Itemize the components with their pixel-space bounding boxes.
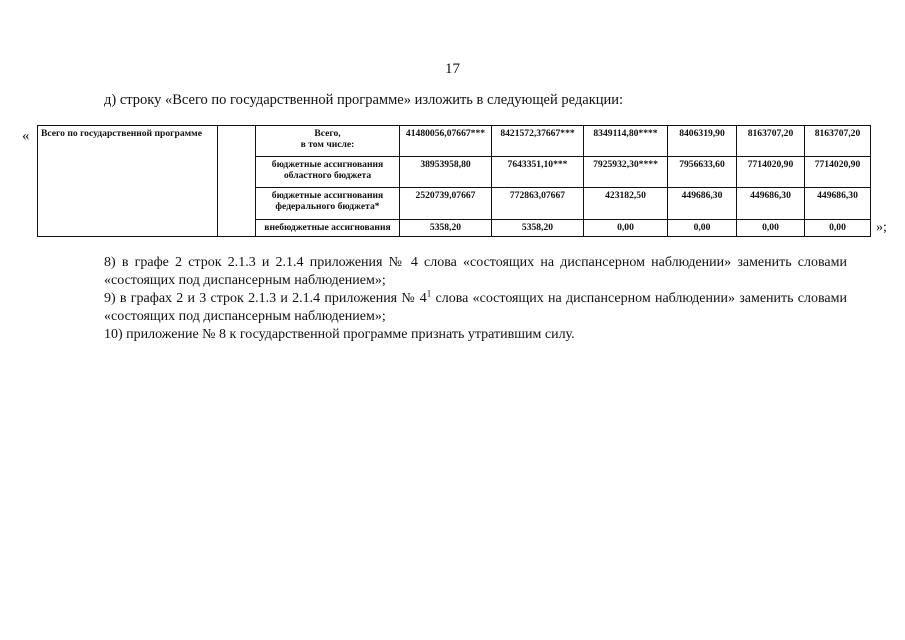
superscript: 1 (426, 288, 432, 299)
value-cell: 8163707,20 (737, 126, 805, 157)
paragraph-8-text: 8) в графе 2 строк 2.1.3 и 2.1.4 приложения № 4 слова «состоящих на диспансерном наблюдении» заменить словами «состоящих под диспансерным наблюдением»; (104, 255, 847, 288)
value-cell: 8349114,80**** (584, 126, 668, 157)
paragraph-9-text-end: слова «состоящих на диспансерном наблюдении» заменить словами «состоящих под диспансерным наблюдением»; (104, 291, 847, 324)
program-name-cell: Всего по государственной программе (38, 126, 218, 237)
value-cell: 423182,50 (584, 188, 668, 219)
value-cell: 5358,20 (492, 219, 584, 236)
value-cell: 449686,30 (668, 188, 737, 219)
value-cell: 41480056,07667*** (400, 126, 492, 157)
row-label: бюджетные ассигнования федерального бюджета* (256, 188, 400, 219)
value-cell: 8163707,20 (805, 126, 871, 157)
value-cell: 8421572,37667*** (492, 126, 584, 157)
value-cell: 7956633,60 (668, 157, 737, 188)
table-row (38, 126, 871, 157)
value-cell: 0,00 (668, 219, 737, 236)
value-cell: 772863,07667 (492, 188, 584, 219)
row-label: Всего, в том числе: (256, 126, 400, 157)
lead-paragraph: д) строку «Всего по государственной программе» изложить в следующей редакции: (104, 92, 624, 108)
value-cell: 2520739,07667 (400, 188, 492, 219)
opening-quote: « (22, 128, 30, 144)
value-cell: 0,00 (584, 219, 668, 236)
page-number: 17 (445, 61, 460, 77)
budget-table (37, 125, 871, 237)
value-cell: 7714020,90 (805, 157, 871, 188)
paragraph-10-text: 10) приложение № 8 к государственной программе признать утратившим силу. (104, 327, 575, 342)
value-cell: 0,00 (805, 219, 871, 236)
value-cell: 8406319,90 (668, 126, 737, 157)
paragraph-8 (61, 254, 847, 290)
paragraph-9-text-start: 9) в графах 2 и 3 строк 2.1.3 и 2.1.4 приложения № 4 (104, 291, 427, 306)
value-cell: 7714020,90 (737, 157, 805, 188)
row-label: бюджетные ассигнования областного бюджета (256, 157, 400, 188)
paragraph-10 (61, 326, 847, 344)
value-cell: 0,00 (737, 219, 805, 236)
value-cell: 7925932,30**** (584, 157, 668, 188)
value-cell: 449686,30 (805, 188, 871, 219)
value-cell: 7643351,10*** (492, 157, 584, 188)
empty-cell (218, 126, 256, 237)
row-label: внебюджетные ассигнования (256, 219, 400, 236)
closing-quote: »; (876, 220, 887, 235)
paragraph-9 (61, 290, 847, 326)
value-cell: 449686,30 (737, 188, 805, 219)
value-cell: 5358,20 (400, 219, 492, 236)
value-cell: 38953958,80 (400, 157, 492, 188)
